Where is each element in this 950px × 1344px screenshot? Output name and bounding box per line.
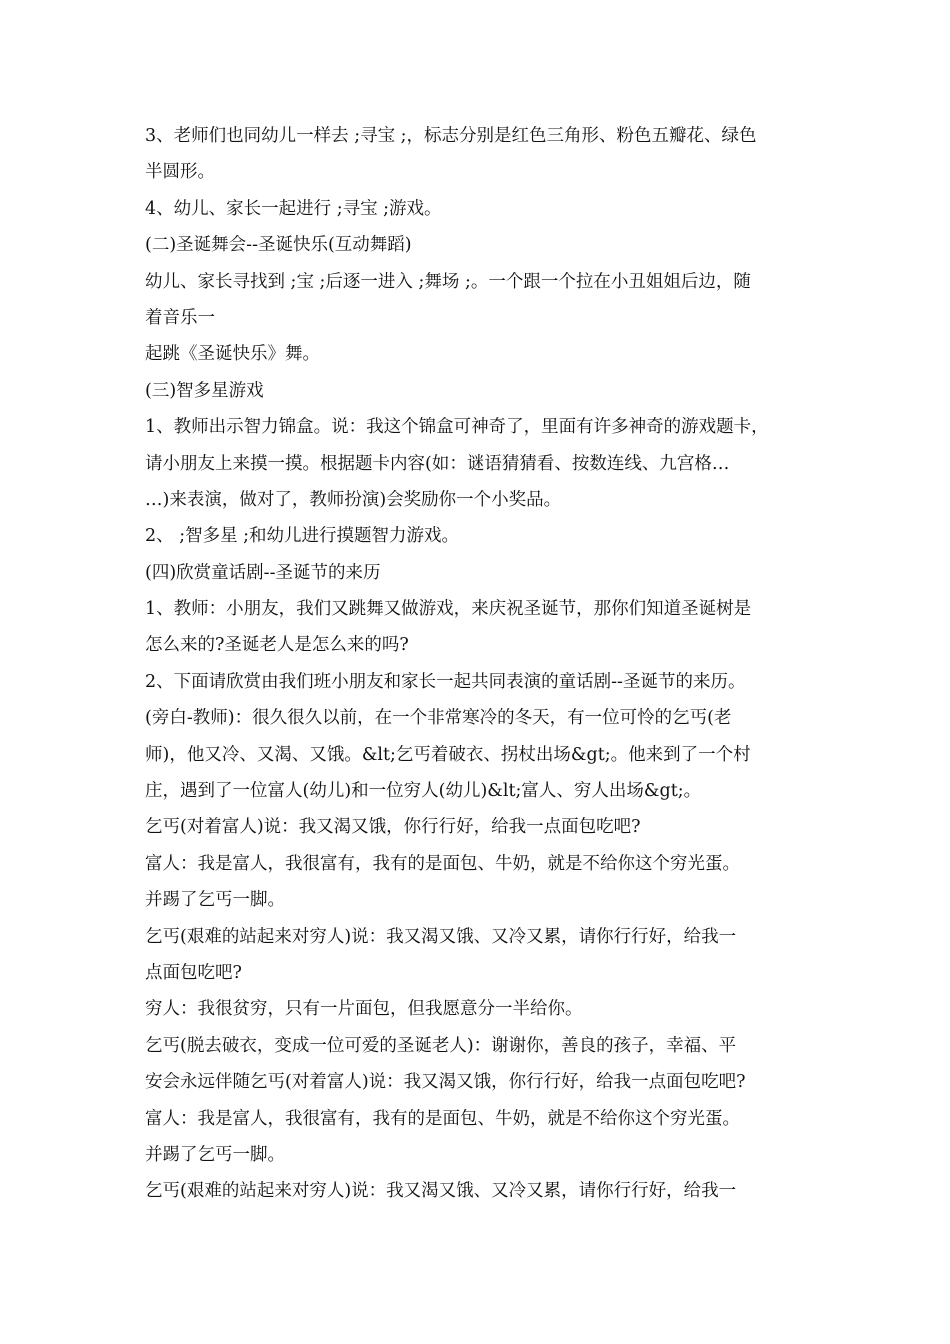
text-line: 师)，他又冷、又渴、又饿。&lt;乞丐着破衣、拐杖出场&gt;。他来到了一个村: [145, 744, 751, 765]
text-line: 乞丐(艰难的站起来对穷人)说：我又渴又饿、又冷又累，请你行行好，给我一: [145, 926, 737, 947]
text-line: 着音乐一: [145, 307, 215, 328]
text-line: 点面包吃吧?: [145, 962, 242, 983]
text-line: 怎么来的?圣诞老人是怎么来的吗?: [145, 635, 409, 656]
text-line: 富人：我是富人，我很富有，我有的是面包、牛奶，就是不给你这个穷光蛋。: [145, 853, 740, 874]
text-line: 2、下面请欣赏由我们班小朋友和家长一起共同表演的童话剧--圣诞节的来历。: [145, 671, 746, 692]
text-line: 庄，遇到了一位富人(幼儿)和一位穷人(幼儿)&lt;富人、穷人出场&gt;。: [145, 781, 702, 802]
text-line: 幼儿、家长寻找到 ;宝 ;后逐一进入 ;舞场 ;。一个跟一个拉在小丑姐姐后边，随: [145, 271, 751, 292]
text-line: 请小朋友上来摸一摸。根据题卡内容(如：谜语猜猜看、按数连线、九宫格…: [145, 453, 730, 474]
section-heading: (四)欣赏童话剧--圣诞节的来历: [145, 562, 381, 583]
text-line: 1、教师出示智力锦盒。说：我这个锦盒可神奇了，里面有许多神奇的游戏题卡，: [145, 417, 769, 438]
text-line: 并踢了乞丐一脚。: [145, 1144, 285, 1165]
text-line: 3、老师们也同幼儿一样去 ;寻宝 ;，标志分别是红色三角形、粉色五瓣花、绿色: [145, 126, 757, 146]
text-line: 乞丐(对着富人)说：我又渴又饿，你行行好，给我一点面包吃吧?: [145, 817, 641, 838]
text-line: 安会永远伴随乞丐(对着富人)说：我又渴又饿，你行行好，给我一点面包吃吧?: [145, 1072, 746, 1093]
text-line: 穷人：我很贫穷，只有一片面包，但我愿意分一半给你。: [145, 999, 583, 1020]
text-line: 乞丐(脱去破衣，变成一位可爱的圣诞老人)：谢谢你，善良的孩子，幸福、平: [145, 1035, 737, 1056]
text-line: 1、教师：小朋友，我们又跳舞又做游戏，来庆祝圣诞节，那你们知道圣诞树是: [145, 599, 752, 620]
text-line: 富人：我是富人，我很富有，我有的是面包、牛奶，就是不给你这个穷光蛋。: [145, 1108, 740, 1129]
text-line: …)来表演，做对了，教师扮演)会奖励你一个小奖品。: [145, 489, 562, 510]
text-line: 乞丐(艰难的站起来对穷人)说：我又渴又饿、又冷又累，请你行行好，给我一: [145, 1181, 737, 1202]
section-heading: (二)圣诞舞会--圣诞快乐(互动舞蹈): [145, 235, 412, 256]
text-line: 并踢了乞丐一脚。: [145, 890, 285, 911]
text-line: (旁白-教师)：很久很久以前，在一个非常寒冷的冬天，有一位可怜的乞丐(老: [145, 708, 732, 729]
text-line: 半圆形。: [145, 162, 215, 183]
section-heading: (三)智多星游戏: [145, 380, 264, 401]
document-page: [145, 118, 815, 1210]
text-line: 起跳《圣诞快乐》舞。: [145, 344, 320, 365]
text-line: 2、 ;智多星 ;和幼儿进行摸题智力游戏。: [145, 526, 460, 547]
text-line: 4、幼儿、家长一起进行 ;寻宝 ;游戏。: [145, 198, 442, 219]
